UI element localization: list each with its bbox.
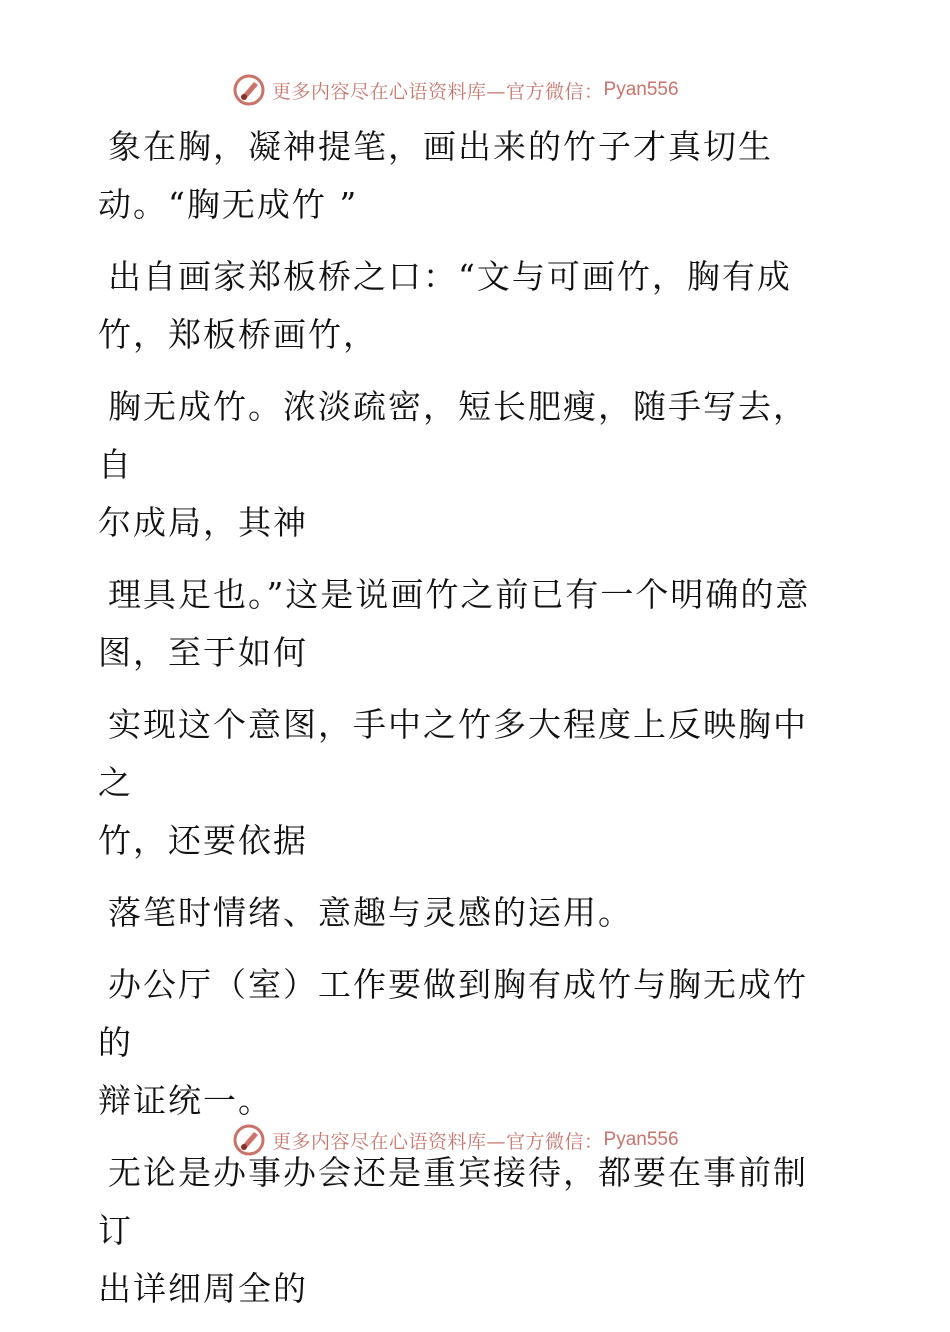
- paragraph: [98, 696, 838, 870]
- footer-watermark: [232, 1120, 679, 1160]
- watermark-text: 更多内容尽在心语资料库—官方微信：: [272, 1130, 604, 1153]
- text-line: 动。“胸无成竹 ”: [98, 185, 359, 224]
- text-line: 竹，还要依据: [98, 821, 308, 860]
- brush-logo-icon: [232, 1123, 266, 1157]
- paragraph: [98, 118, 838, 234]
- paragraph: [98, 248, 838, 364]
- header-watermark: [232, 70, 679, 110]
- text-line: 胸无成竹。浓淡疏密，短长肥瘦，随手写去，自: [98, 387, 808, 484]
- watermark-contact: Pyan556: [603, 79, 679, 100]
- paragraph: [98, 1144, 838, 1318]
- paragraph: [98, 378, 838, 552]
- text-line: 象在胸，凝神提笔，画出来的竹子才真切生: [108, 127, 773, 166]
- paragraph: [98, 884, 838, 942]
- brush-logo-icon: [232, 73, 266, 107]
- paragraph: [98, 956, 838, 1130]
- text-line: 图，至于如何: [98, 633, 308, 672]
- watermark-contact: Pyan556: [603, 1129, 679, 1150]
- text-line: 无论是办事办会还是重宾接待，都要在事前制订: [98, 1153, 808, 1250]
- text-line: 出自画家郑板桥之口：“文与可画竹，胸有成: [108, 257, 792, 296]
- text-line: 出详细周全的: [98, 1269, 308, 1308]
- text-line: 竹，郑板桥画竹，: [98, 315, 378, 354]
- paragraph: [98, 566, 838, 682]
- text-line: 尔成局，其神: [98, 503, 308, 542]
- watermark-text: 更多内容尽在心语资料库—官方微信：: [272, 80, 604, 103]
- text-line: 辩证统一。: [98, 1081, 273, 1120]
- text-line: 实现这个意图，手中之竹多大程度上反映胸中之: [98, 705, 808, 802]
- text-line: 办公厅（室）工作要做到胸有成竹与胸无成竹的: [98, 965, 808, 1062]
- text-line: 落笔时情绪、意趣与灵感的运用。: [108, 893, 633, 932]
- text-line: 理具足也。”这是说画竹之前已有一个明确的意: [108, 575, 811, 614]
